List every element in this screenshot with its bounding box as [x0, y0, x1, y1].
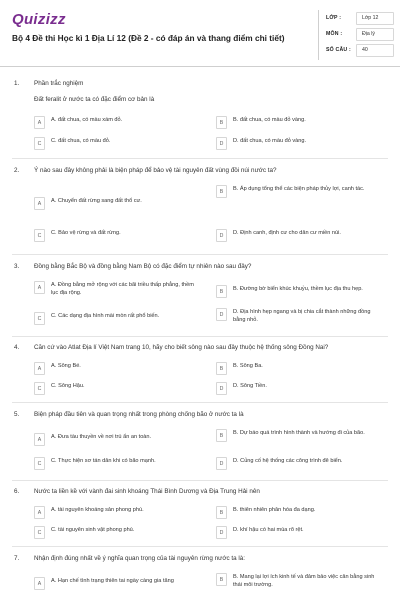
option-text: B. Sông Ba.: [233, 363, 263, 369]
worksheet-header: [0, 0, 400, 67]
option-text: A. Chuyển đất rừng sang đất thổ cư.: [51, 198, 142, 204]
option-letter: B: [216, 506, 227, 519]
meta-value: 40: [356, 44, 394, 57]
option-text: A. tài nguyên khoáng sản phong phú.: [51, 507, 144, 513]
meta-row-class: [326, 10, 394, 26]
option-a[interactable]: [34, 577, 202, 590]
option-letter: D: [216, 229, 227, 242]
option-c[interactable]: [34, 382, 202, 395]
option-letter: C: [34, 137, 45, 150]
question-divider: [12, 254, 388, 255]
question-text: Nước ta liền kề với vành đai sinh khoáng Thái Bình Dương và Địa Trung Hải nên: [34, 488, 260, 495]
option-a[interactable]: [34, 362, 202, 375]
option-b[interactable]: [216, 116, 384, 129]
option-c[interactable]: [34, 229, 202, 242]
question-divider: [12, 336, 388, 337]
option-a[interactable]: [34, 281, 202, 298]
option-text: B. đất chua, có màu đỏ vàng.: [233, 117, 306, 123]
question-number: 7.: [14, 555, 20, 562]
option-letter: A: [34, 506, 45, 519]
meta-label: LỚP :: [326, 15, 342, 21]
option-b[interactable]: [216, 185, 384, 198]
option-text: A. đất chua, có màu xám đỏ.: [51, 117, 123, 123]
option-letter: A: [34, 116, 45, 129]
option-letter: B: [216, 285, 227, 298]
option-letter: C: [34, 457, 45, 470]
option-b[interactable]: [216, 362, 384, 375]
option-d[interactable]: [216, 382, 384, 395]
meta-row-question-count: [326, 42, 394, 58]
option-text: D. Định canh, định cư cho dân cư miền núi.: [233, 230, 341, 236]
option-c[interactable]: [34, 137, 202, 150]
option-text: B. Dự báo quá trình hình thành và hướng đi của bão.: [233, 430, 365, 436]
question-text: Căn cứ vào Atlat Địa lí Việt Nam trang 10, hãy cho biết sông nào sau đây thuộc hệ thống sông Đồng Nai?: [34, 344, 329, 351]
meta-label: MÔN :: [326, 31, 343, 37]
option-text: C. Sông Hậu.: [51, 383, 85, 389]
option-letter: A: [34, 281, 45, 294]
meta-label: SỐ CÂU :: [326, 47, 351, 53]
question-text: Phần trắc nghiệm: [34, 80, 84, 87]
option-b[interactable]: [216, 573, 384, 590]
question-divider: [12, 402, 388, 403]
option-b[interactable]: [216, 429, 384, 442]
option-c[interactable]: [34, 526, 202, 539]
option-a[interactable]: [34, 433, 202, 446]
option-letter: A: [34, 197, 45, 210]
question-text: Biện pháp đầu tiên và quan trọng nhất trong phòng chống bão ở nước ta là: [34, 411, 244, 418]
quizizz-logo[interactable]: Quizizz: [12, 11, 66, 28]
meta-value: Lớp 12: [356, 12, 394, 25]
option-text: A. Đưa tàu thuyền về nơi trú ẩn an toàn.: [51, 434, 152, 440]
option-letter: C: [34, 382, 45, 395]
option-letter: D: [216, 382, 227, 395]
option-letter: B: [216, 573, 227, 586]
option-letter: D: [216, 137, 227, 150]
question-number: 3.: [14, 263, 20, 270]
question-subtext: Đất feralit ở nước ta có đặc điểm cơ bản là: [34, 96, 155, 103]
option-text: A. Đồng bằng mở rộng với các bãi triều thấp phẳng, thềm lục địa rộng.: [51, 282, 194, 296]
option-letter: D: [216, 308, 227, 321]
option-d[interactable]: [216, 308, 384, 325]
option-letter: C: [34, 229, 45, 242]
option-a[interactable]: [34, 116, 202, 129]
option-a[interactable]: [34, 506, 202, 519]
option-d[interactable]: [216, 229, 384, 242]
option-letter: B: [216, 362, 227, 375]
option-letter: D: [216, 526, 227, 539]
question-text: Ý nào sau đây không phải là biện pháp để bảo vệ tài nguyên đất vùng đồi núi nước ta?: [34, 167, 277, 174]
option-text: C. đất chua, có màu đỏ.: [51, 138, 111, 144]
option-c[interactable]: [34, 457, 202, 470]
question-divider: [12, 158, 388, 159]
option-text: B. thiên nhiên phân hóa đa dạng.: [233, 507, 316, 513]
option-text: D. Địa hình hẹp ngang và bị chia cắt thành những đồng bằng nhỏ.: [233, 309, 371, 323]
meta-panel: [326, 10, 394, 58]
question-number: 4.: [14, 344, 20, 351]
option-c[interactable]: [34, 312, 202, 325]
option-letter: A: [34, 433, 45, 446]
option-text: C. Các dạng địa hình mài mòn rất phổ biến.: [51, 313, 160, 319]
meta-row-subject: [326, 26, 394, 42]
option-letter: B: [216, 185, 227, 198]
option-a[interactable]: [34, 197, 202, 210]
option-text: D. Củng cố hệ thống các công trình đê biển.: [233, 458, 343, 464]
option-letter: B: [216, 429, 227, 442]
option-letter: C: [34, 312, 45, 325]
question-number: 5.: [14, 411, 20, 418]
option-d[interactable]: [216, 457, 384, 470]
question-number: 1.: [14, 80, 20, 87]
question-number: 6.: [14, 488, 20, 495]
option-text: D. đất chua, có màu đỏ vàng.: [233, 138, 307, 144]
option-text: A. Hạn chế tình trạng thiên tai ngày càng gia tăng: [51, 578, 174, 584]
option-b[interactable]: [216, 285, 384, 298]
option-letter: A: [34, 362, 45, 375]
option-letter: D: [216, 457, 227, 470]
option-text: C. Bảo vệ rừng và đất rừng.: [51, 230, 121, 236]
question-number: 2.: [14, 167, 20, 174]
option-text: B. Đường bờ biển khúc khuỷu, thềm lục địa thu hẹp.: [233, 286, 363, 292]
option-text: D. khí hậu có hai mùa rõ rệt.: [233, 527, 304, 533]
option-letter: B: [216, 116, 227, 129]
question-divider: [12, 480, 388, 481]
option-d[interactable]: [216, 137, 384, 150]
option-letter: C: [34, 526, 45, 539]
question-divider: [12, 546, 388, 547]
question-text: Đồng bằng Bắc Bộ và đồng bằng Nam Bộ có đặc điểm tự nhiên nào sau đây?: [34, 263, 252, 270]
option-text: C. tài nguyên sinh vật phong phú.: [51, 527, 135, 533]
option-letter: A: [34, 577, 45, 590]
question-text: Nhận định đúng nhất về ý nghĩa quan trọng của tài nguyên rừng nước ta là:: [34, 555, 246, 562]
option-text: B. Áp dụng tổng thể các biện pháp thủy lợi, canh tác.: [233, 186, 365, 192]
document-title: Bộ 4 Đề thi Học kì 1 Địa Lí 12 (Đề 2 - có đáp án và thang điểm chi tiết): [12, 33, 285, 43]
option-text: A. Sông Bé.: [51, 363, 81, 369]
option-d[interactable]: [216, 526, 384, 539]
option-text: B. Mang lại lợi ích kinh tế và đảm bảo việc cân bằng sinh thái môi trường.: [233, 574, 375, 588]
option-b[interactable]: [216, 506, 384, 519]
header-divider: [318, 10, 319, 60]
meta-value: Địa lý: [356, 28, 394, 41]
option-text: D. Sông Tiền.: [233, 383, 267, 389]
option-text: C. Thực hiện sơ tán dân khi có bão mạnh.: [51, 458, 156, 464]
